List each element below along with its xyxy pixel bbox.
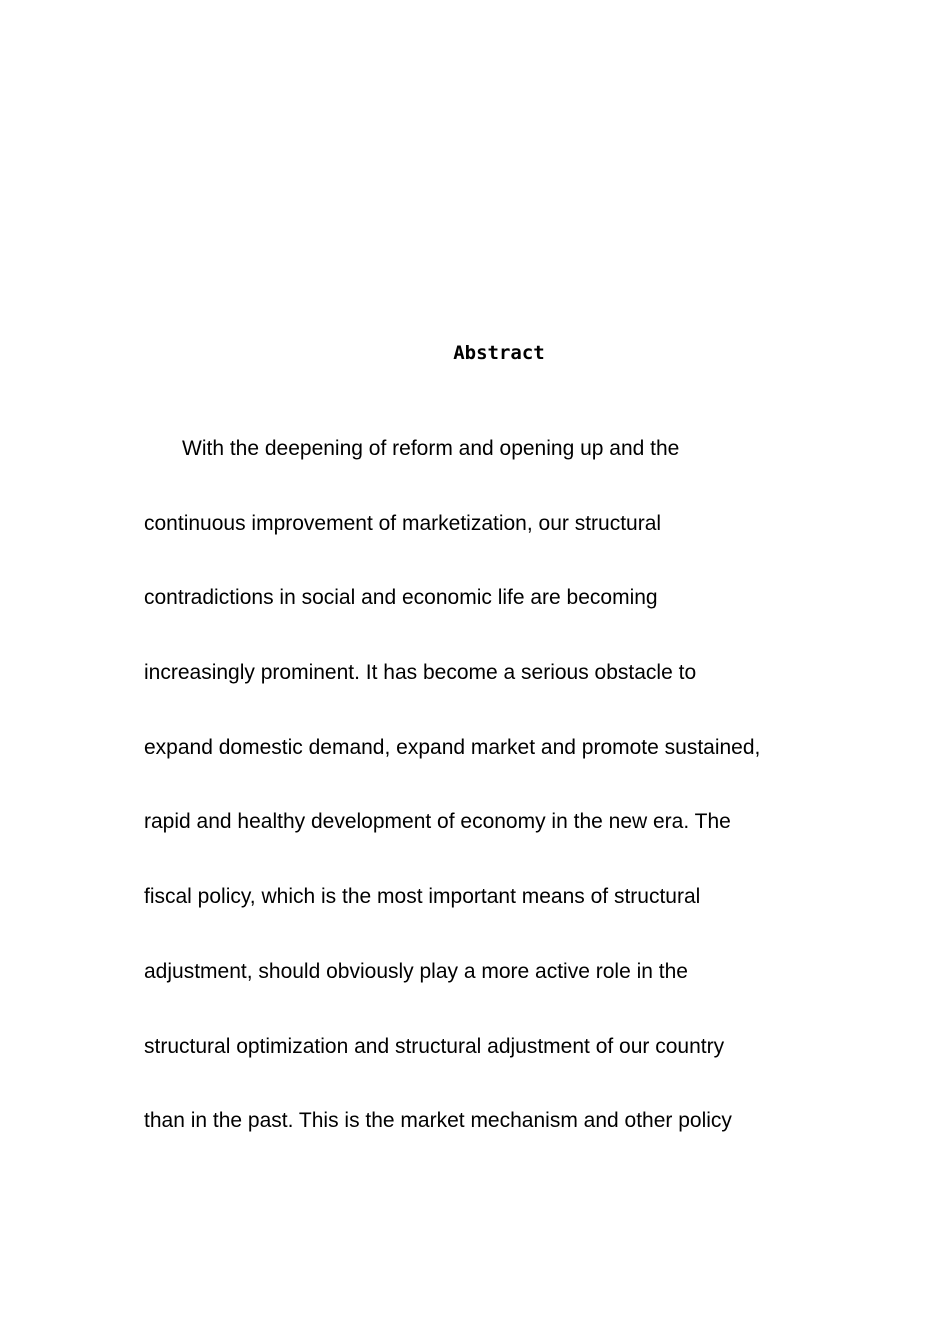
paragraph-line: adjustment, should obviously play a more active role in the [144, 960, 688, 983]
paragraph-line: increasingly prominent. It has become a serious obstacle to [144, 661, 697, 684]
paragraph-line: With the deepening of reform and opening up and the [182, 437, 680, 460]
paragraph-line: structural optimization and structural adjustment of our country [144, 1035, 725, 1058]
paragraph-line: expand domestic demand, expand market and promote sustained, [144, 736, 761, 759]
paragraph-line: rapid and healthy development of economy in the new era. The [144, 810, 731, 833]
paragraph-line: continuous improvement of marketization, our structural [144, 512, 662, 535]
paragraph-line: than in the past. This is the market mechanism and other policy [144, 1109, 732, 1132]
abstract-heading: Abstract [453, 342, 545, 364]
paragraph-line: contradictions in social and economic life are becoming [144, 586, 658, 609]
paragraph-line: fiscal policy, which is the most important means of structural [144, 885, 701, 908]
